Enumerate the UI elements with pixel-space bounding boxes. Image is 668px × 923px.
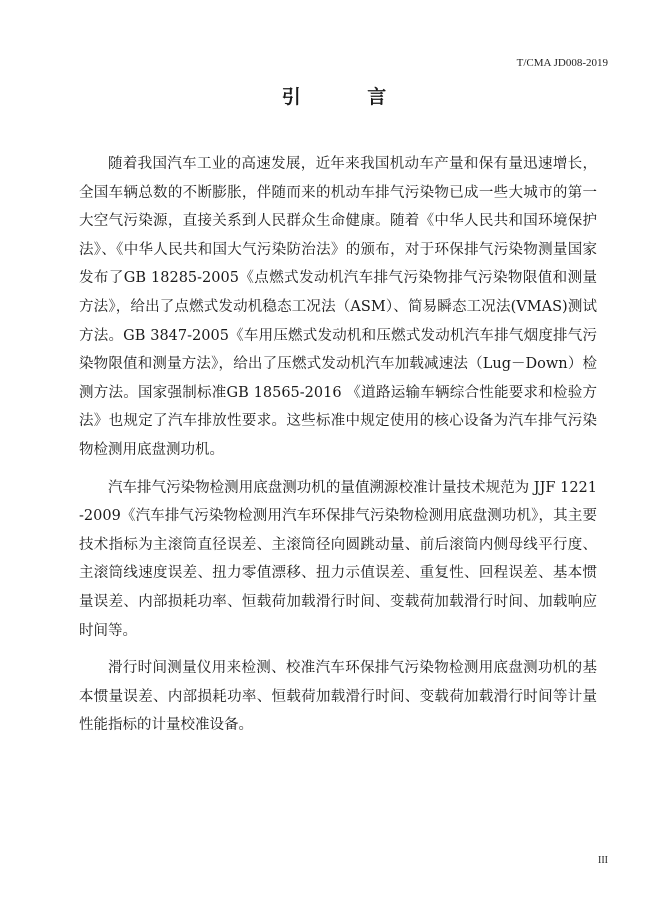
paragraph-3: 滑行时间测量仪用来检测、校准汽车环保排气污染物检测用底盘测功机的基本惯量误差、内部损耗功率、恒载荷加载滑行时间、变载荷加载滑行时间等计量性能指标的计量校准设备。	[79, 660, 597, 734]
document-body	[79, 150, 597, 749]
page-number: III	[598, 855, 608, 866]
page-title: 引 言	[281, 86, 417, 108]
paragraph-1: 随着我国汽车工业的高速发展，近年来我国机动车产量和保有量迅速增长，全国车辆总数的不断膨胀，伴随而来的机动车排气污染物已成一些大城市的第一大空气污染源，直接关系到人民群众生命健康。随着《中华人民共和国环境保护法》、《中华人民共和国大气污染防治法》的颁布，对于环保排气污染物测量国家发布了GB 18285-2005《点燃式发动机汽车排气污染物排气污染物限值和测量方法》，给出了点燃式发动机稳态工况法（ASM）、简易瞬态工况法(VMAS)测试方法。GB 3847-2005《车用压燃式发动机和压燃式发动机汽车排气烟度排气污染物限值和测量方法》，给出了压燃式发动机汽车加载减速法（Lug－Down）检测方法。国家强制标准GB 18565-2016 《道路运输车辆综合性能要求和检验方法》也规定了汽车排放性要求。这些标准中规定使用的核心设备为汽车排气污染物检测用底盘测功机。	[79, 156, 597, 458]
paragraph-2: 汽车排气污染物检测用底盘测功机的量值溯源校准计量技术规范为 JJF 1221-2009《汽车排气污染物检测用汽车环保排气污染物检测用底盘测功机》，其主要技术指标为主滚筒直径误差、主滚筒径向圆跳动量、前后滚筒内侧母线平行度、主滚筒线速度误差、扭力零值漂移、扭力示值误差、重复性、回程误差、基本惯量误差、内部损耗功率、恒载荷加载滑行时间、变载荷加载滑行时间、加载响应时间等。	[79, 479, 597, 639]
standard-code: T/CMA JD008-2019	[516, 57, 608, 69]
